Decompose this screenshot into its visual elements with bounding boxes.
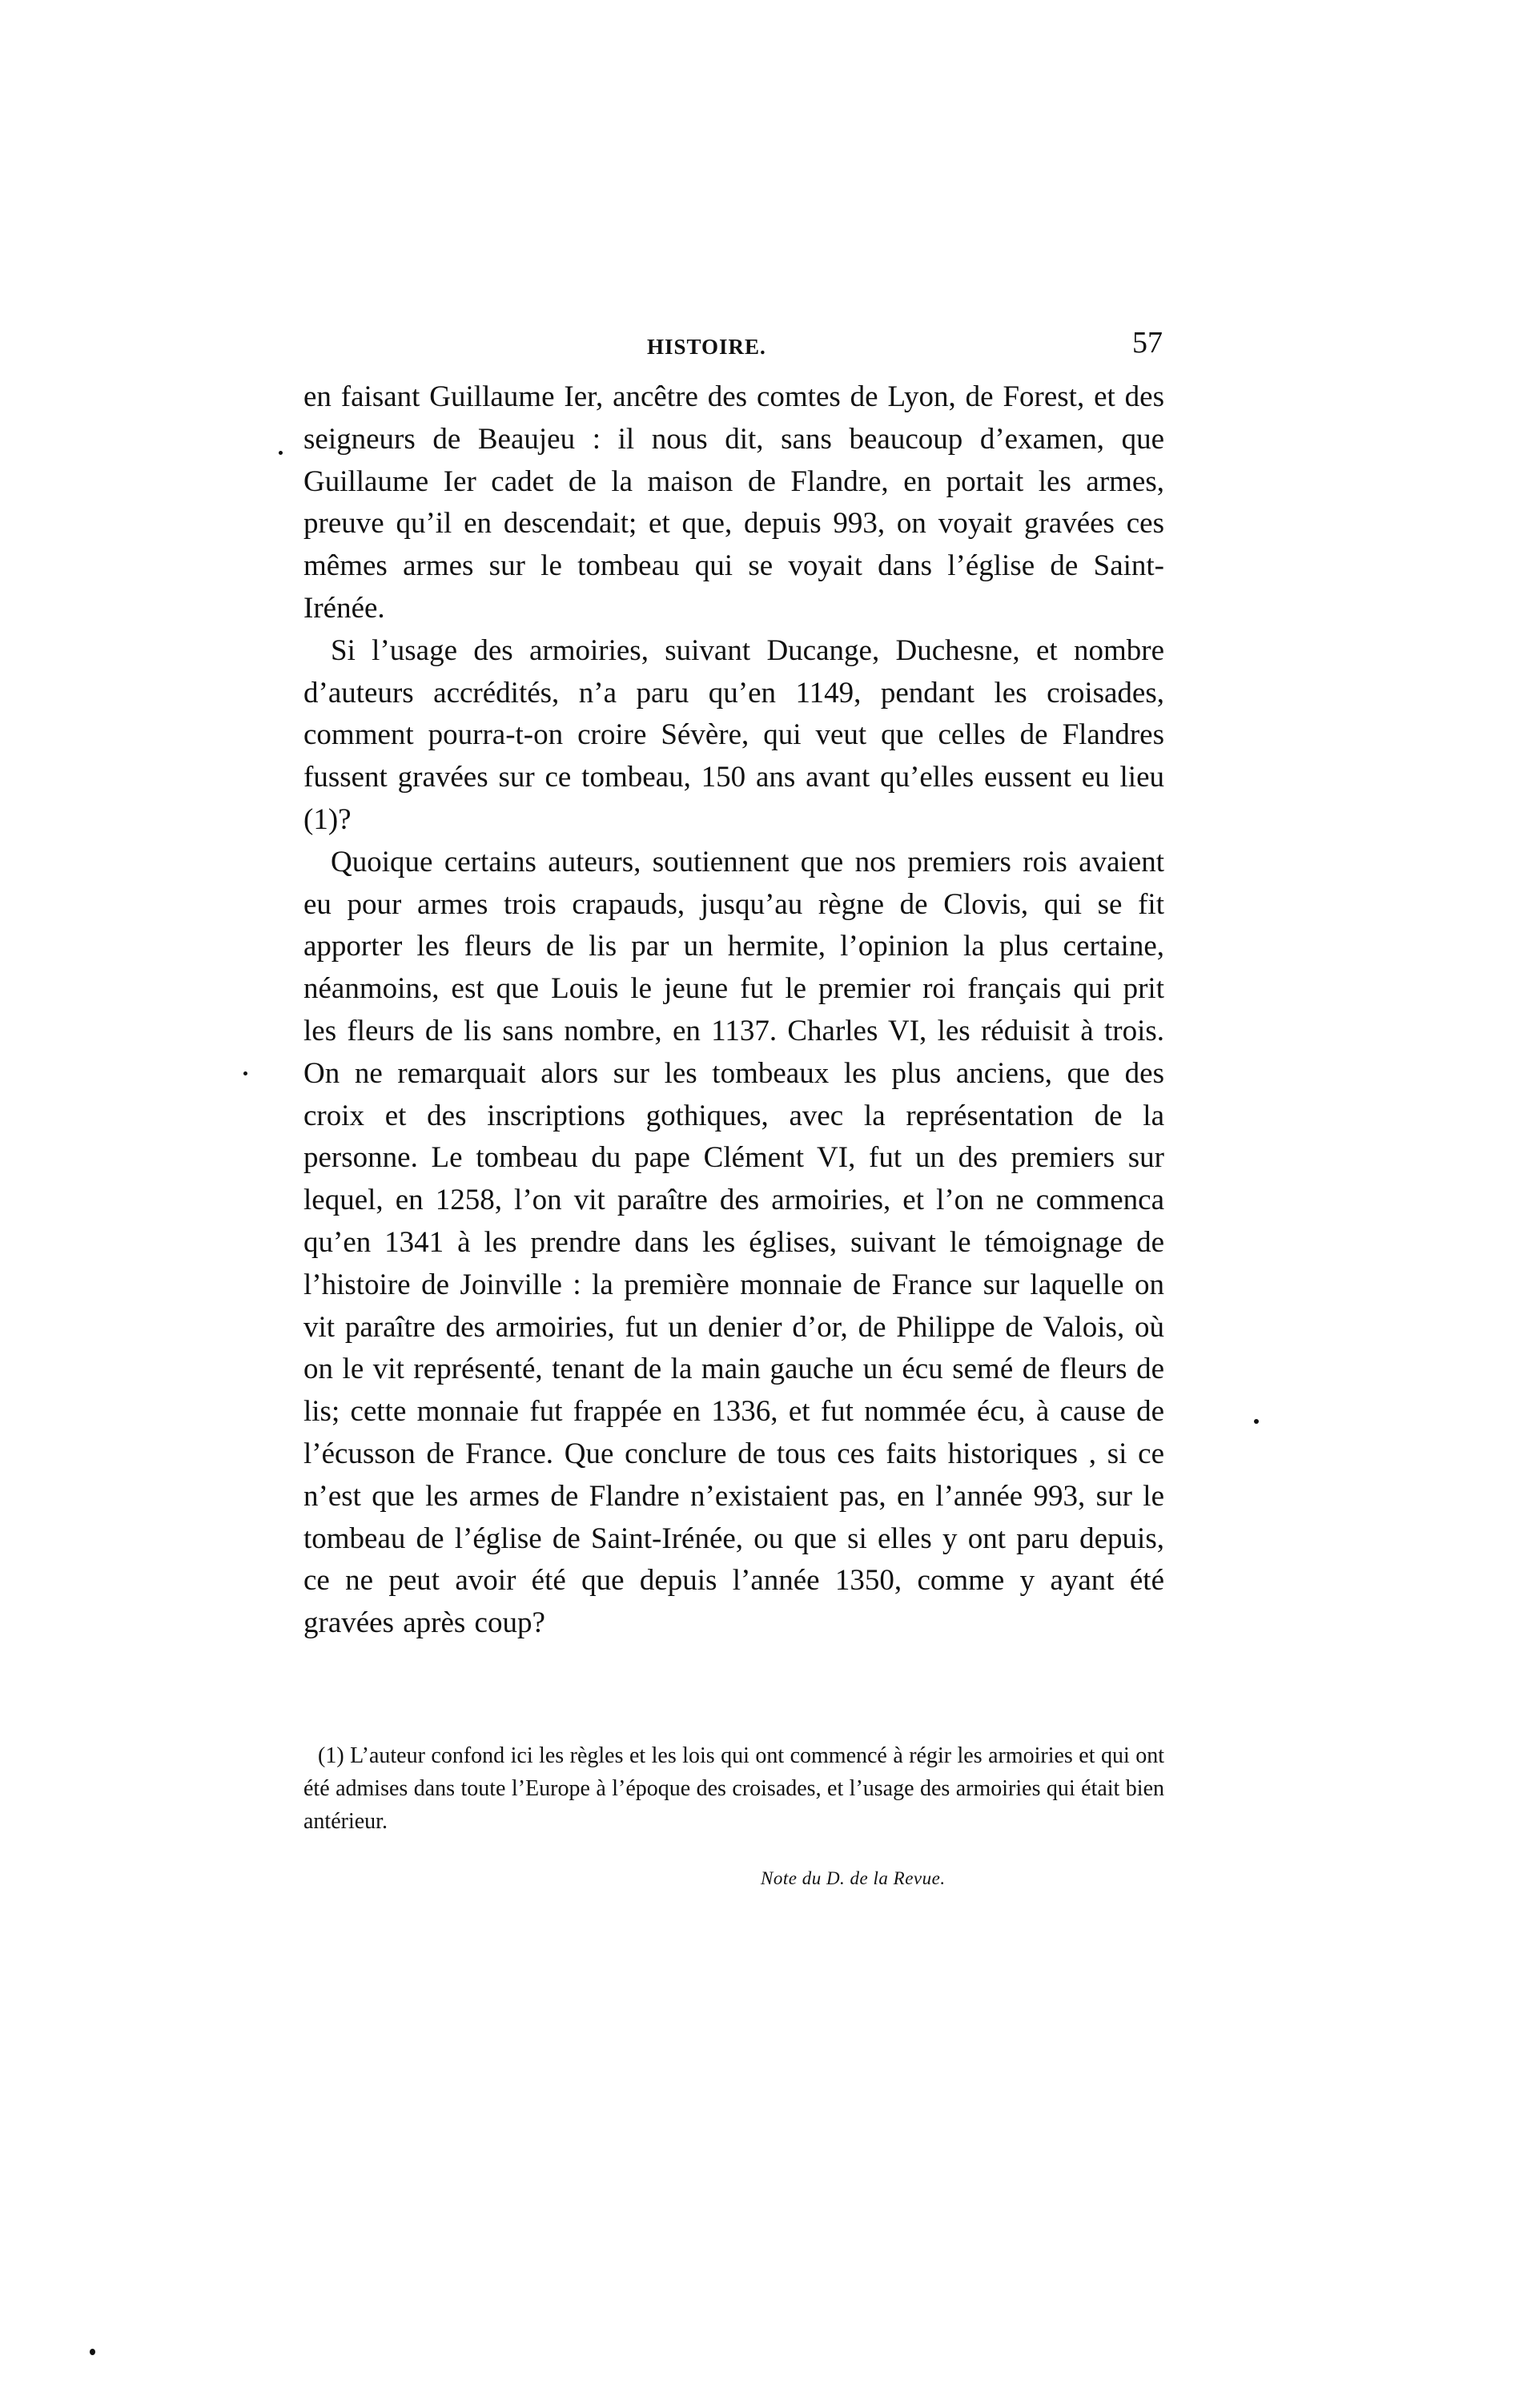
- paragraph-1: en faisant Guillaume Ier, ancêtre des comtes de Lyon, de Forest, et des seigneurs de Beaujeu : il nous dit, sans beaucoup d’examen, que Guillaume Ier cadet de la maison de Flandre, en portait les armes, preuve qu’il en descendait; et que, depuis 993, on voyait gravées ces mêmes armes sur le tombeau qui se voyait dans l’église de Saint-Irénée.: [303, 380, 1164, 625]
- editor-note-signature: Note du D. de la Revue.: [761, 1868, 946, 1888]
- page-number: 57: [1132, 326, 1163, 360]
- ink-speck: [279, 451, 283, 455]
- running-header: HISTOIRE.: [647, 335, 766, 359]
- paragraph-3: Quoique certains auteurs, soutiennent que nos premiers rois avaient eu pour armes trois crapauds, jusqu’au règne de Clovis, qui se fit apporter les fleurs de lis par un hermite, l’opinion la plus certaine, néanmoins, est que Louis le jeune fut le premier roi français qui prit les fleurs de lis sans nombre, en 1137. Charles VI, les réduisit à trois. On ne remarquait alors sur les tombeaux les plus anciens, que des croix et des inscriptions gothiques, avec la représentation de la personne. Le tombeau du pape Clément VI, fut un des premiers sur lequel, en 1258, l’on vit paraître des armoiries, et l’on ne commenca qu’en 1341 à les prendre dans les églises, suivant le témoignage de l’histoire de Joinville : la première monnaie de France sur laquelle on vit paraître des armoiries, fut un denier d’or, de Philippe de Valois, où on le vit représenté, tenant de la main gauche un écu semé de fleurs de lis; cette monnaie fut frappée en 1336, et fut nommée écu, à cause de l’écusson de France. Que conclure de tous ces faits historiques , si ce n’est que les armes de Flandre n’existaient pas, en l’année 993, sur le tombeau de l’église de Saint-Irénée, ou que si elles y ont paru depuis, ce ne peut avoir été que depuis l’année 1350, comme y ayant été gravées après coup?: [303, 845, 1164, 1640]
- footnote-block: [303, 1739, 1164, 1838]
- paragraph-2: Si l’usage des armoiries, suivant Ducange, Duchesne, et nombre d’auteurs accrédités, n’a paru qu’en 1149, pendant les croisades, comment pourra-t-on croire Sévère, qui veut que celles de Flandres fussent gravées sur ce tombeau, 150 ans avant qu’elles eussent eu lieu (1)?: [303, 633, 1164, 836]
- ink-speck: [90, 2349, 95, 2355]
- footnote-1: (1) L’auteur confond ici les règles et les lois qui ont commencé à régir les armoiries et qui ont été admises dans toute l’Europe à l’époque des croisades, et l’usage des armoiries qui était bien antérieur.: [303, 1743, 1164, 1834]
- main-text: [303, 376, 1164, 1645]
- ink-speck: [243, 1071, 247, 1075]
- ink-speck: [1254, 1419, 1259, 1424]
